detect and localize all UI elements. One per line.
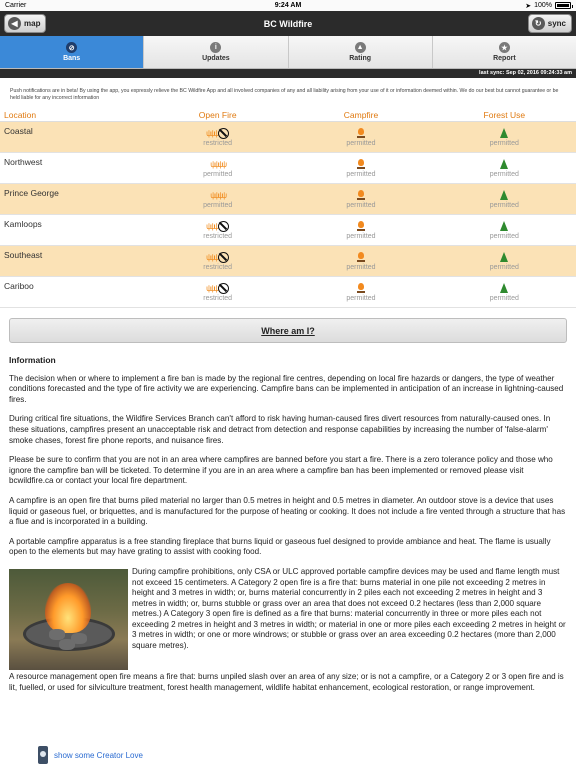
status-icon	[357, 282, 365, 294]
status-text: restricted	[203, 233, 233, 240]
cell-forest-use	[433, 215, 576, 245]
info-heading: Information	[9, 355, 56, 365]
flames-icon: ψψψ	[206, 128, 218, 138]
campfire-icon	[357, 252, 365, 262]
info-paragraph: Please be sure to confirm that you are not in an area where campfires are banned before you start a fire. There is a zero tolerance policy and those who ignore the campfire ban will be ticketed. To determine if you are in an area where a campfire ban has been implemented or removed please visit bcwildfire.ca or contact your local fire department.	[9, 455, 553, 486]
campfire-icon	[357, 221, 365, 231]
flames-icon: ψψψψ	[210, 159, 226, 169]
status-icon	[357, 220, 365, 232]
rock	[59, 639, 75, 650]
status-text: permitted	[346, 295, 376, 302]
status-icon	[210, 158, 225, 170]
status-icon	[210, 189, 225, 201]
tab-bans[interactable]	[0, 36, 144, 68]
where-am-i-button[interactable]: Where am I?	[9, 318, 567, 343]
information-section	[0, 355, 576, 693]
tip-jar-icon	[38, 746, 48, 764]
status-text: permitted	[203, 202, 233, 209]
status-icon	[357, 251, 365, 263]
campfire-icon	[357, 283, 365, 293]
tree-icon	[500, 252, 508, 262]
row-location: Northwest	[4, 157, 43, 167]
prohibited-icon	[218, 252, 229, 263]
cell-open-fire	[146, 215, 289, 245]
info-paragraph: The decision when or where to implement a fire ban is made by the regional fire centres, depending on local fire hazards or dangers, the type of weather conditions forecasted and the type of fire activity we are experiencing. Campfire bans can be implemented in anticipation of an increase in lightning-caused fires.	[9, 373, 564, 404]
sync-icon: ↻	[532, 17, 545, 30]
table-row	[0, 246, 576, 277]
status-icon	[206, 220, 229, 232]
cell-campfire	[289, 153, 432, 183]
info-paragraph: A resource management open fire means a fire that: burns unpiled slash over an area of any size; or is not a campfire, or a Category 2 or 3 open fire and is lit, fuelled, or used for silviculture treatment, forest health management, wildlife habitat enhancement, ecological restoration, or range improvement.	[9, 671, 564, 692]
cell-forest-use	[433, 277, 576, 307]
status-text: permitted	[489, 140, 519, 147]
table-row	[0, 184, 576, 215]
map-button[interactable]	[4, 14, 46, 33]
tab-label: Updates	[202, 55, 230, 62]
prohibited-icon	[218, 221, 229, 232]
nav-bar	[0, 11, 576, 36]
tree-icon	[500, 190, 508, 200]
status-text: permitted	[346, 202, 376, 209]
status-icon	[500, 127, 508, 139]
status-icon	[357, 158, 365, 170]
table-row	[0, 277, 576, 308]
tab-bar	[0, 36, 576, 69]
prohibited-icon	[218, 128, 229, 139]
tree-icon	[500, 159, 508, 169]
table-row	[0, 153, 576, 184]
flame-shape	[45, 583, 91, 633]
sync-button[interactable]	[528, 14, 572, 33]
row-location: Coastal	[4, 126, 33, 136]
cell-open-fire	[146, 153, 289, 183]
last-sync: last sync: Sep 02, 2016 09:24:33 am	[0, 69, 576, 78]
status-icon	[500, 282, 508, 294]
table-body	[0, 122, 576, 308]
cell-campfire	[289, 277, 432, 307]
ban-icon: ⊘	[66, 42, 77, 53]
table-row	[0, 215, 576, 246]
status-icon	[500, 251, 508, 263]
flames-icon: ψψψ	[206, 252, 218, 262]
cell-open-fire	[146, 246, 289, 276]
flames-icon: ψψψψ	[210, 190, 226, 200]
star-icon: ★	[499, 42, 510, 53]
status-text: permitted	[489, 264, 519, 271]
cell-open-fire	[146, 184, 289, 214]
status-icon	[206, 127, 229, 139]
status-text: restricted	[203, 264, 233, 271]
status-text: permitted	[203, 171, 233, 178]
warning-icon: ▲	[355, 42, 366, 53]
tab-updates[interactable]	[144, 36, 288, 68]
header-forest-use: Forest Use	[483, 109, 526, 120]
status-text: permitted	[489, 202, 519, 209]
beta-notice: Push notifications are in beta! By using the app, you expressly relieve the BC Wildfire App and all involved companies of any and all liability arising from your use of it or information deemed within. We do our best but cannot guarantee or be held liable for any incorrect information	[10, 88, 559, 101]
cell-campfire	[289, 215, 432, 245]
info-paragraph: During campfire prohibitions, only CSA or ULC approved portable campfire devices may be used and flame length must not exceed 15 centimeters. A Category 2 open fire is a fire that: burns material in one pile not exceeding 2 metres in height and 3 metres in width; or, burns material concurrently in 2 piles each not exceeding 2 metres in height and 3 metres in width; or, burns stubble or grass over an area that does not exceed 0.2 hectares (less than 2,000 square metres.) A Category 3 open fire is defined as a fire that burns: material concurrently in three or more piles each not exceeding 2 metres in height and 3 metres in width; or material in one or more piles each exceeding 2 metres in height or 3 metres in width; or one or more windrows; or stubble or grass over an area exceeding 0.2 hectares (more than 2,000 square metres).	[132, 566, 566, 651]
tree-icon	[500, 283, 508, 293]
ban-table	[0, 108, 576, 308]
info-paragraph: A portable campfire apparatus is a free standing fireplace that burns liquid or gaseous fuel designed to provide ambiance and heat. The flame is usually open to the elements but may have grating to assist with cooking food.	[9, 536, 551, 557]
tab-label: Bans	[63, 55, 81, 62]
status-text: permitted	[489, 295, 519, 302]
row-location: Kamloops	[4, 219, 42, 229]
sync-button-label: sync	[547, 19, 566, 28]
campfire-photo	[9, 569, 128, 670]
status-icon	[500, 220, 508, 232]
tab-label: Report	[493, 55, 516, 62]
status-text: permitted	[346, 233, 376, 240]
cell-campfire	[289, 246, 432, 276]
status-icon	[357, 127, 365, 139]
location-arrow-icon: ➤	[525, 2, 532, 10]
cell-open-fire	[146, 122, 289, 152]
tab-report[interactable]	[433, 36, 576, 68]
info-paragraph: A campfire is an open fire that burns piled material no larger than 0.5 metres in height and 0.5 metres in diameter. An outdoor stove is a device that uses liquid or gaseous fuel, or briquettes, and is manufactured for the purpose of heating or cooking. It does not include a fire vented through a structure that has a flue and is incorporated in a building.	[9, 495, 566, 527]
status-icon	[206, 282, 229, 294]
flames-icon: ψψψ	[206, 221, 218, 231]
creator-love-footer[interactable]	[38, 746, 143, 764]
status-text: permitted	[346, 171, 376, 178]
clock: 9:24 AM	[274, 2, 302, 9]
row-location: Prince George	[4, 188, 59, 198]
cell-forest-use	[433, 122, 576, 152]
map-button-label: map	[24, 19, 41, 28]
carrier-label: Carrier	[5, 2, 27, 9]
creator-love-link[interactable]: show some Creator Love	[54, 750, 143, 760]
cell-forest-use	[433, 184, 576, 214]
header-open-fire: Open Fire	[198, 109, 237, 120]
battery-percent: 100%	[534, 2, 552, 9]
battery-icon	[555, 2, 571, 9]
back-arrow-icon: ◀	[8, 17, 21, 30]
info-icon: i	[210, 42, 221, 53]
cell-open-fire	[146, 277, 289, 307]
info-with-image	[9, 567, 567, 672]
status-text: permitted	[346, 264, 376, 271]
status-icon	[357, 189, 365, 201]
cell-campfire	[289, 122, 432, 152]
campfire-icon	[357, 190, 365, 200]
header-location: Location	[4, 109, 37, 120]
table-row	[0, 122, 576, 153]
tree-icon	[500, 221, 508, 231]
status-text: restricted	[203, 295, 233, 302]
status-icon	[206, 251, 229, 263]
cell-campfire	[289, 184, 432, 214]
status-text: permitted	[489, 171, 519, 178]
campfire-icon	[357, 128, 365, 138]
prohibited-icon	[218, 283, 229, 294]
status-bar	[0, 0, 576, 11]
row-location: Cariboo	[4, 281, 34, 291]
status-text: permitted	[346, 140, 376, 147]
cell-forest-use	[433, 153, 576, 183]
page-title: BC Wildfire	[263, 18, 313, 29]
table-header	[0, 108, 576, 122]
tree-icon	[500, 128, 508, 138]
flames-icon: ψψψ	[206, 283, 218, 293]
tab-label: Rating	[349, 55, 372, 62]
campfire-icon	[357, 159, 365, 169]
tab-rating[interactable]	[289, 36, 433, 68]
status-text: restricted	[203, 140, 233, 147]
row-location: Southeast	[4, 250, 43, 260]
status-icon	[500, 189, 508, 201]
header-campfire: Campfire	[343, 109, 379, 120]
status-text: permitted	[489, 233, 519, 240]
status-icon	[500, 158, 508, 170]
cell-forest-use	[433, 246, 576, 276]
info-paragraph: During critical fire situations, the Wildfire Services Branch can't afford to risk having human-caused fires divert resources from naturally-caused ones. In these situations, campfires present an unacceptable risk and detract from detection and response capabilities by increasing the number of 'false-alarm' smoke chases, forest fire phone reports, and nuisance fires.	[9, 414, 551, 445]
